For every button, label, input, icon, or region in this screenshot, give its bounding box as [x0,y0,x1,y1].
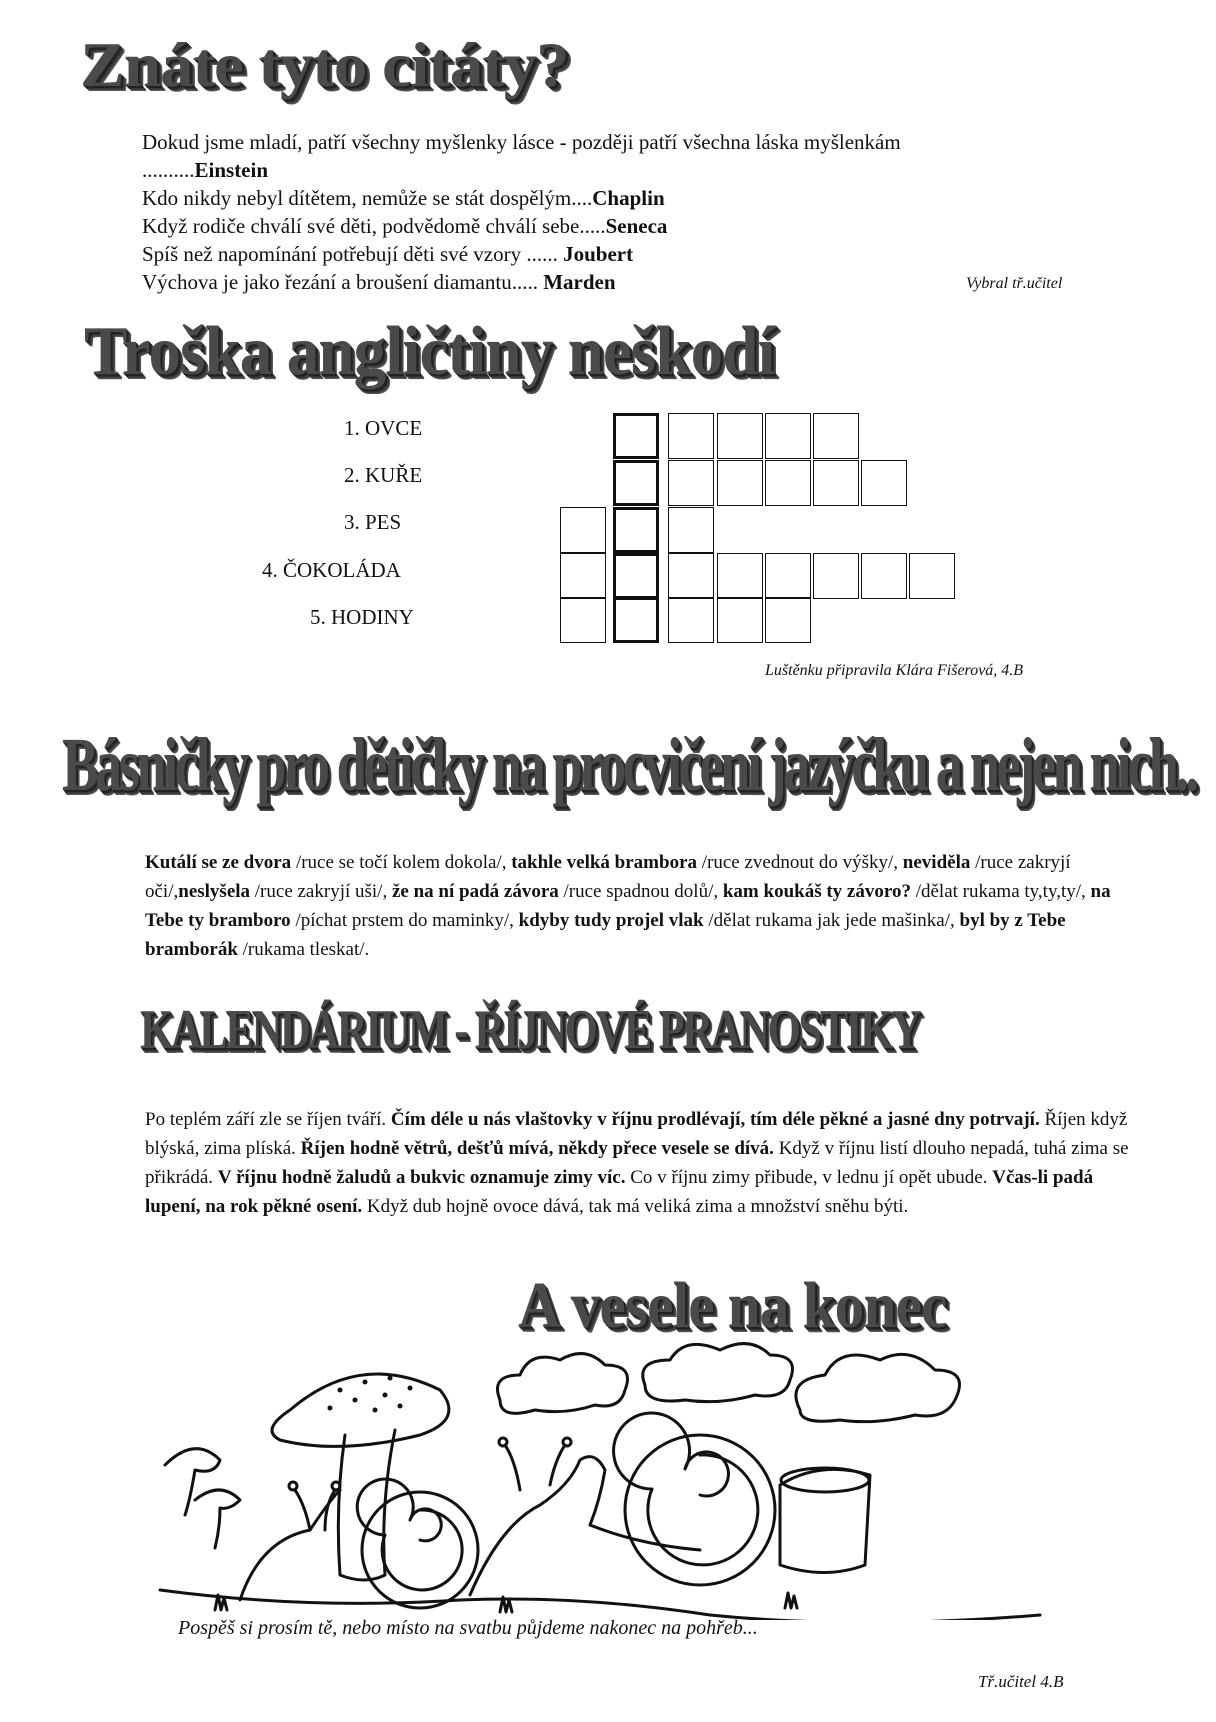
quote-text: Výchova je jako řezání a broušení diamantu..... [142,270,544,294]
section3-heading: Básničky pro dětičky na procvičení jazýčku a nejen nich.. [62,723,1196,807]
paragraph-segment: na Tebe ty bramboro [145,881,1111,931]
clue-1: 1. OVCE [344,416,423,440]
quote-author: Einstein [194,158,269,182]
paragraph-segment: neslyšela [178,881,251,902]
quote-3 [142,214,667,239]
quote-5 [142,270,616,295]
crossword-cell[interactable] [861,460,907,506]
crossword-cell[interactable] [813,413,859,459]
crossword-cell[interactable] [613,553,659,599]
paragraph-segment: Když dub hojně ovoce dává, tak má veliká zima a množství sněhu býti. [362,1196,909,1217]
section4-heading: KALENDÁRIUM - ŘÍJNOVÉ PRANOSTIKY [140,999,920,1061]
quote-4 [142,242,633,267]
paragraph-segment: neviděla [902,852,971,873]
clue-2: 2. KUŘE [344,463,423,487]
quote-author: Chaplin [592,186,665,210]
paragraph-segment: /píchat prstem do maminky/, [290,910,519,931]
paragraph-segment: /ruce zakryjí oči/, [145,852,1071,902]
paragraph-segment: /dělat rukama ty,ty,ty/, [910,881,1091,902]
quote-text: Kdo nikdy nebyl dítětem, nemůže se stát dospělým.... [142,186,593,210]
quote-1 [142,130,901,155]
crossword-cell[interactable] [668,507,714,553]
paragraph-segment: /ruce zvednout do výšky/, [697,852,903,873]
quote-author: Seneca [605,214,668,238]
clue-4: 4. ČOKOLÁDA [262,558,401,582]
paragraph-segment: V říjnu hodně žaludů a bukvic oznamuje zimy víc. [217,1167,626,1188]
crossword-cell[interactable] [765,597,811,643]
crossword-cell[interactable] [613,507,659,553]
cloud-shape [498,1354,628,1414]
crossword-cell[interactable] [668,553,714,599]
paragraph-segment: Kutálí se ze dvora [145,852,292,873]
crossword-cell[interactable] [813,553,859,599]
quote-text: .......... [142,158,195,182]
paragraph-segment: Čím déle u nás vlaštovky v říjnu prodlévají, tím déle pěkné a jasné dny potrvají. [390,1109,1040,1130]
paragraph-segment: /rukama tleskat/. [237,939,370,960]
clue-5: 5. HODINY [310,605,414,629]
quote-text: Když rodiče chválí své děti, podvědomě chválí sebe..... [142,214,606,238]
paragraph-segment: /ruce se točí kolem dokola/, [291,852,512,873]
crossword-cell[interactable] [668,413,714,459]
section1-heading: Znáte tyto citáty? [80,29,569,100]
crossword-cell[interactable] [560,507,606,553]
crossword-cell[interactable] [613,460,659,506]
section2-heading: Troška angličtiny neškodí [84,313,775,390]
crossword-cell[interactable] [909,553,955,599]
quote-2 [142,186,665,211]
crossword-cell[interactable] [668,460,714,506]
paragraph-segment: Po teplém září zle se říjen tváří. [145,1109,391,1130]
snails-mushrooms-illustration [140,1340,1090,1620]
paragraph-segment: že na ní padá závora [391,881,559,902]
section1-credit: Vybral tř.učitel [966,275,1063,292]
quote-1-author [142,158,268,183]
crossword-cell[interactable] [861,553,907,599]
paragraph-segment: Když v říjnu listí dlouho nepadá, tuhá zima se přikrádá. [145,1138,1129,1188]
crossword-cell[interactable] [560,597,606,643]
crossword-cell[interactable] [717,460,763,506]
illustration-caption: Pospěš si prosím tě, nebo místo na svatbu půjdeme nakonec na pohřeb... [178,1617,758,1639]
crossword-cell[interactable] [765,460,811,506]
section5-heading: A vesele na konec [518,1269,947,1342]
section5-signature: Tř.učitel 4.B [978,1672,1064,1691]
paragraph-segment: kdyby tudy projel vlak [518,910,704,931]
crossword-cell[interactable] [765,413,811,459]
cloud-shape [643,1344,793,1402]
paragraph-segment: /ruce zakryjí uši/, [250,881,392,902]
section2-credit: Luštěnku připravila Klára Fišerová, 4.B [765,662,1024,679]
crossword-cell[interactable] [717,553,763,599]
cloud-shape [796,1354,960,1421]
quote-text: Spíš než napomínání potřebují děti své vzory ...... [142,242,564,266]
paragraph-segment: /ruce spadnou dolů/, [558,881,723,902]
crossword-cell[interactable] [813,460,859,506]
paragraph-segment: Co v říjnu zimy přibude, v lednu jí opět ubude. [625,1167,993,1188]
crossword-cell[interactable] [560,553,606,599]
paragraph-segment: byl by z Tebe bramborák [145,910,1066,960]
paragraph-segment: Včas-li padá lupení, na rok pěkné osení. [145,1167,1094,1217]
paragraph-segment: Říjen hodně větrů, dešťů mívá, někdy přece vesele se dívá. [300,1138,774,1159]
crossword-cell[interactable] [717,597,763,643]
paragraph-segment: kam koukáš ty závoro? [722,881,911,902]
quote-author: Joubert [563,242,634,266]
paragraph-segment: /dělat rukama jak jede mašinka/, [703,910,960,931]
paragraph-segment: Říjen když blýská, zima plíská. [145,1109,1128,1159]
paragraph-segment: takhle velká brambora [511,852,697,873]
clue-3: 3. PES [344,510,402,534]
crossword-cell[interactable] [765,553,811,599]
crossword-cell[interactable] [717,413,763,459]
proverbs-paragraph [145,1105,1130,1221]
crossword-cell[interactable] [613,597,659,643]
quote-text: Dokud jsme mladí, patří všechny myšlenky lásce - později patří všechna láska myšlenkám [142,130,901,154]
crossword-cell[interactable] [668,597,714,643]
quote-author: Marden [543,270,616,294]
crossword-cell[interactable] [613,413,659,459]
rhyme-paragraph [145,848,1130,964]
